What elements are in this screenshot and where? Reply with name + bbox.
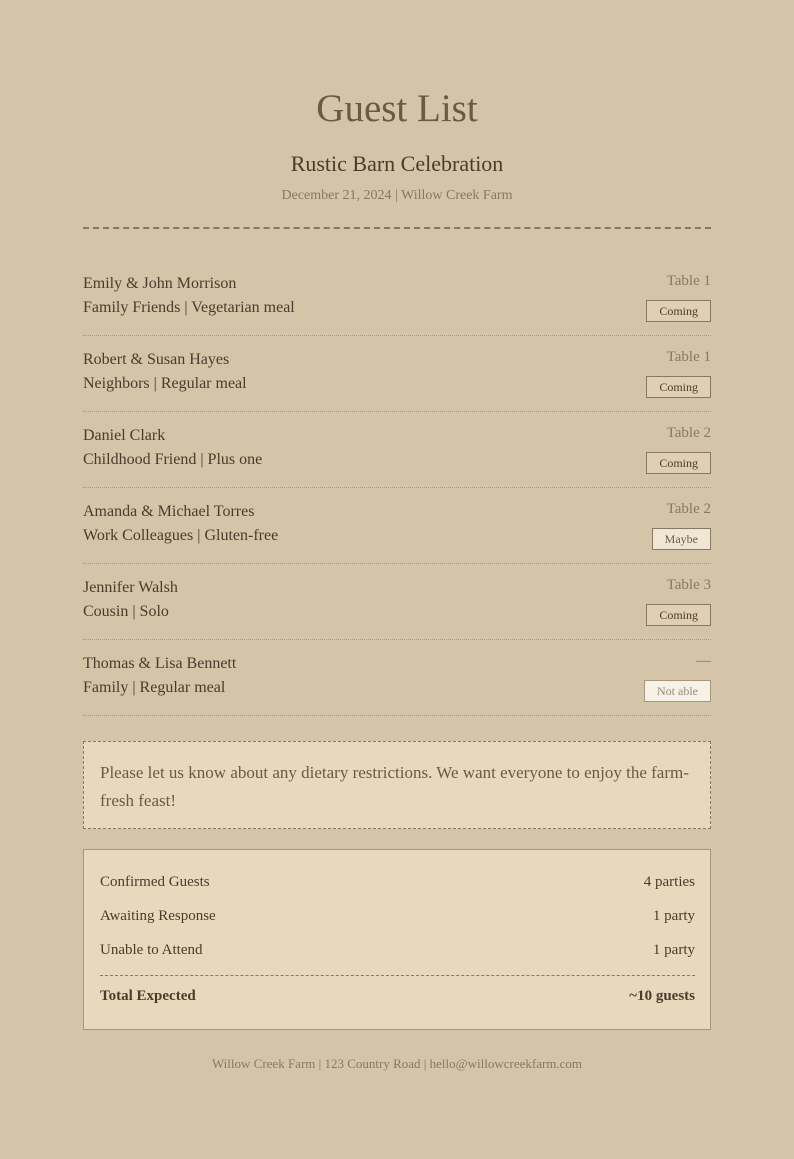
guest-detail: Neighbors | Regular meal [83,375,247,392]
guest-name: Thomas & Lisa Bennett [83,655,237,672]
guest-table: Table 1 [666,349,711,365]
guest-name: Emily & John Morrison [83,275,237,292]
guest-detail: Family Friends | Vegetarian meal [83,299,295,316]
summary-row-unable [100,942,695,959]
summary-row-confirmed [100,874,695,891]
guest-detail: Family | Regular meal [83,679,226,696]
summary-value: ~10 guests [629,988,695,1004]
summary-box [83,849,711,1030]
event-meta: December 21, 2024 | Willow Creek Farm [281,188,513,203]
guest-detail: Cousin | Solo [83,603,169,620]
summary-label: Awaiting Response [100,908,216,924]
dietary-note-text: Please let us know about any dietary restrictions. We want everyone to enjoy the farm-fresh feast! [100,763,689,810]
guest-table: Table 3 [666,577,711,593]
guest-row [83,260,711,336]
event-name: Rustic Barn Celebration [290,151,504,176]
guest-list [83,260,711,716]
summary-label: Total Expected [100,988,196,1004]
summary-label: Unable to Attend [100,942,203,958]
header-divider [83,227,711,229]
guest-name: Amanda & Michael Torres [83,503,255,520]
summary-divider [100,975,695,976]
guest-detail: Work Colleagues | Gluten-free [83,527,279,544]
rsvp-status-badge[interactable]: Not able [644,680,711,702]
summary-value: 1 party [652,942,695,958]
guest-row [83,488,711,564]
guest-row [83,412,711,488]
guest-name: Jennifer Walsh [83,579,178,596]
summary-label: Confirmed Guests [100,874,210,890]
rsvp-status-badge[interactable]: Coming [646,376,711,398]
summary-value: 4 parties [643,874,695,890]
page-title: Guest List [316,87,478,130]
guest-row [83,336,711,412]
rsvp-status-badge[interactable]: Coming [646,604,711,626]
guest-table: Table 1 [666,273,711,289]
footer-contact: Willow Creek Farm | 123 Country Road | hello@willowcreekfarm.com [211,1056,583,1071]
guest-table: Table 2 [666,501,711,517]
dietary-note [83,741,711,829]
guest-row [83,564,711,640]
summary-row-awaiting [100,908,695,925]
guest-row [83,640,711,716]
guest-name: Daniel Clark [83,427,166,444]
guest-table: Table 2 [666,425,711,441]
guest-detail: Childhood Friend | Plus one [83,451,263,468]
rsvp-status-badge[interactable]: Coming [646,452,711,474]
guest-table: — [696,653,711,669]
summary-value: 1 party [652,908,695,924]
summary-row-total [100,988,695,1005]
guest-name: Robert & Susan Hayes [83,351,230,368]
rsvp-status-badge[interactable]: Maybe [652,528,711,550]
rsvp-status-badge[interactable]: Coming [646,300,711,322]
